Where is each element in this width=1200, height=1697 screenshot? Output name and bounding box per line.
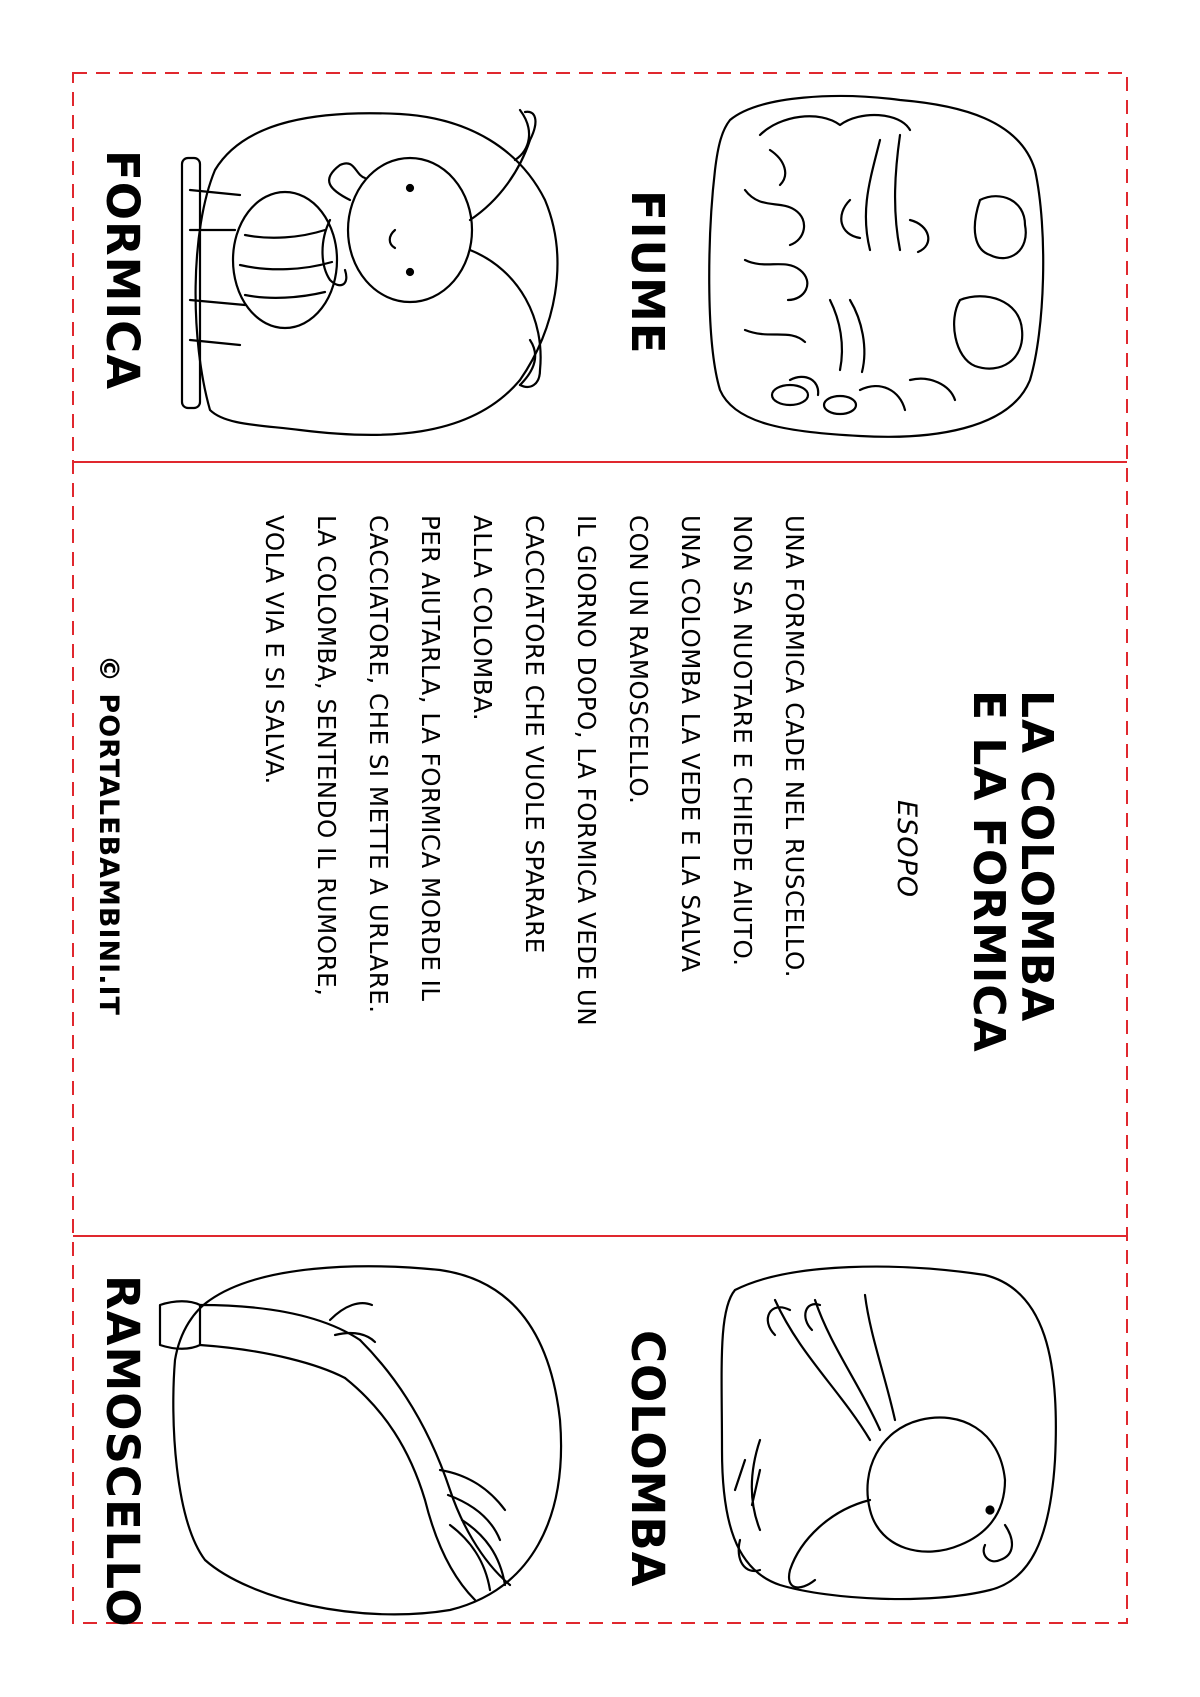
- copyright-notice: © PORTALEBAMBINI.IT: [93, 655, 124, 1016]
- story-line: CACCIATORE CHE VUOLE SPARARE: [520, 515, 549, 954]
- story-line: UNA COLOMBA LA VEDE E LA SALVA: [676, 515, 705, 973]
- story-line: LA COLOMBA, SENTENDO IL RUMORE,: [312, 515, 341, 997]
- story-title-line1: LA COLOMBA: [1011, 690, 1062, 1023]
- dove-illustration: [722, 1267, 1056, 1599]
- label-formica: FORMICA: [96, 150, 149, 391]
- label-fiume: FIUME: [621, 190, 674, 355]
- story-line: CACCIATORE, CHE SI METTE A URLARE.: [364, 515, 393, 1014]
- story-line: CON UN RAMOSCELLO.: [624, 515, 653, 805]
- story-line: UNA FORMICA CADE NEL RUSCELLO.: [780, 515, 809, 979]
- story-body: [248, 515, 820, 1026]
- ant-illustration: [182, 110, 557, 435]
- label-colomba: COLOMBA: [621, 1330, 674, 1588]
- story-line: VOLA VIA E SI SALVA.: [260, 515, 289, 785]
- story-line: IL GIORNO DOPO, LA FORMICA VEDE UN: [572, 515, 601, 1027]
- twig-illustration: [160, 1266, 561, 1614]
- story-line: PER AIUTARLA, LA FORMICA MORDE IL: [416, 515, 445, 1002]
- river-illustration: [709, 96, 1043, 437]
- story-author: ESOPO: [891, 800, 922, 898]
- label-ramoscello: RAMOSCELLO: [96, 1275, 149, 1628]
- story-title-line2: E LA FORMICA: [963, 690, 1014, 1053]
- story-line: ALLA COLOMBA.: [468, 515, 497, 722]
- story-line: NON SA NUOTARE E CHIEDE AIUTO.: [728, 515, 757, 967]
- story-title: [964, 690, 1060, 1053]
